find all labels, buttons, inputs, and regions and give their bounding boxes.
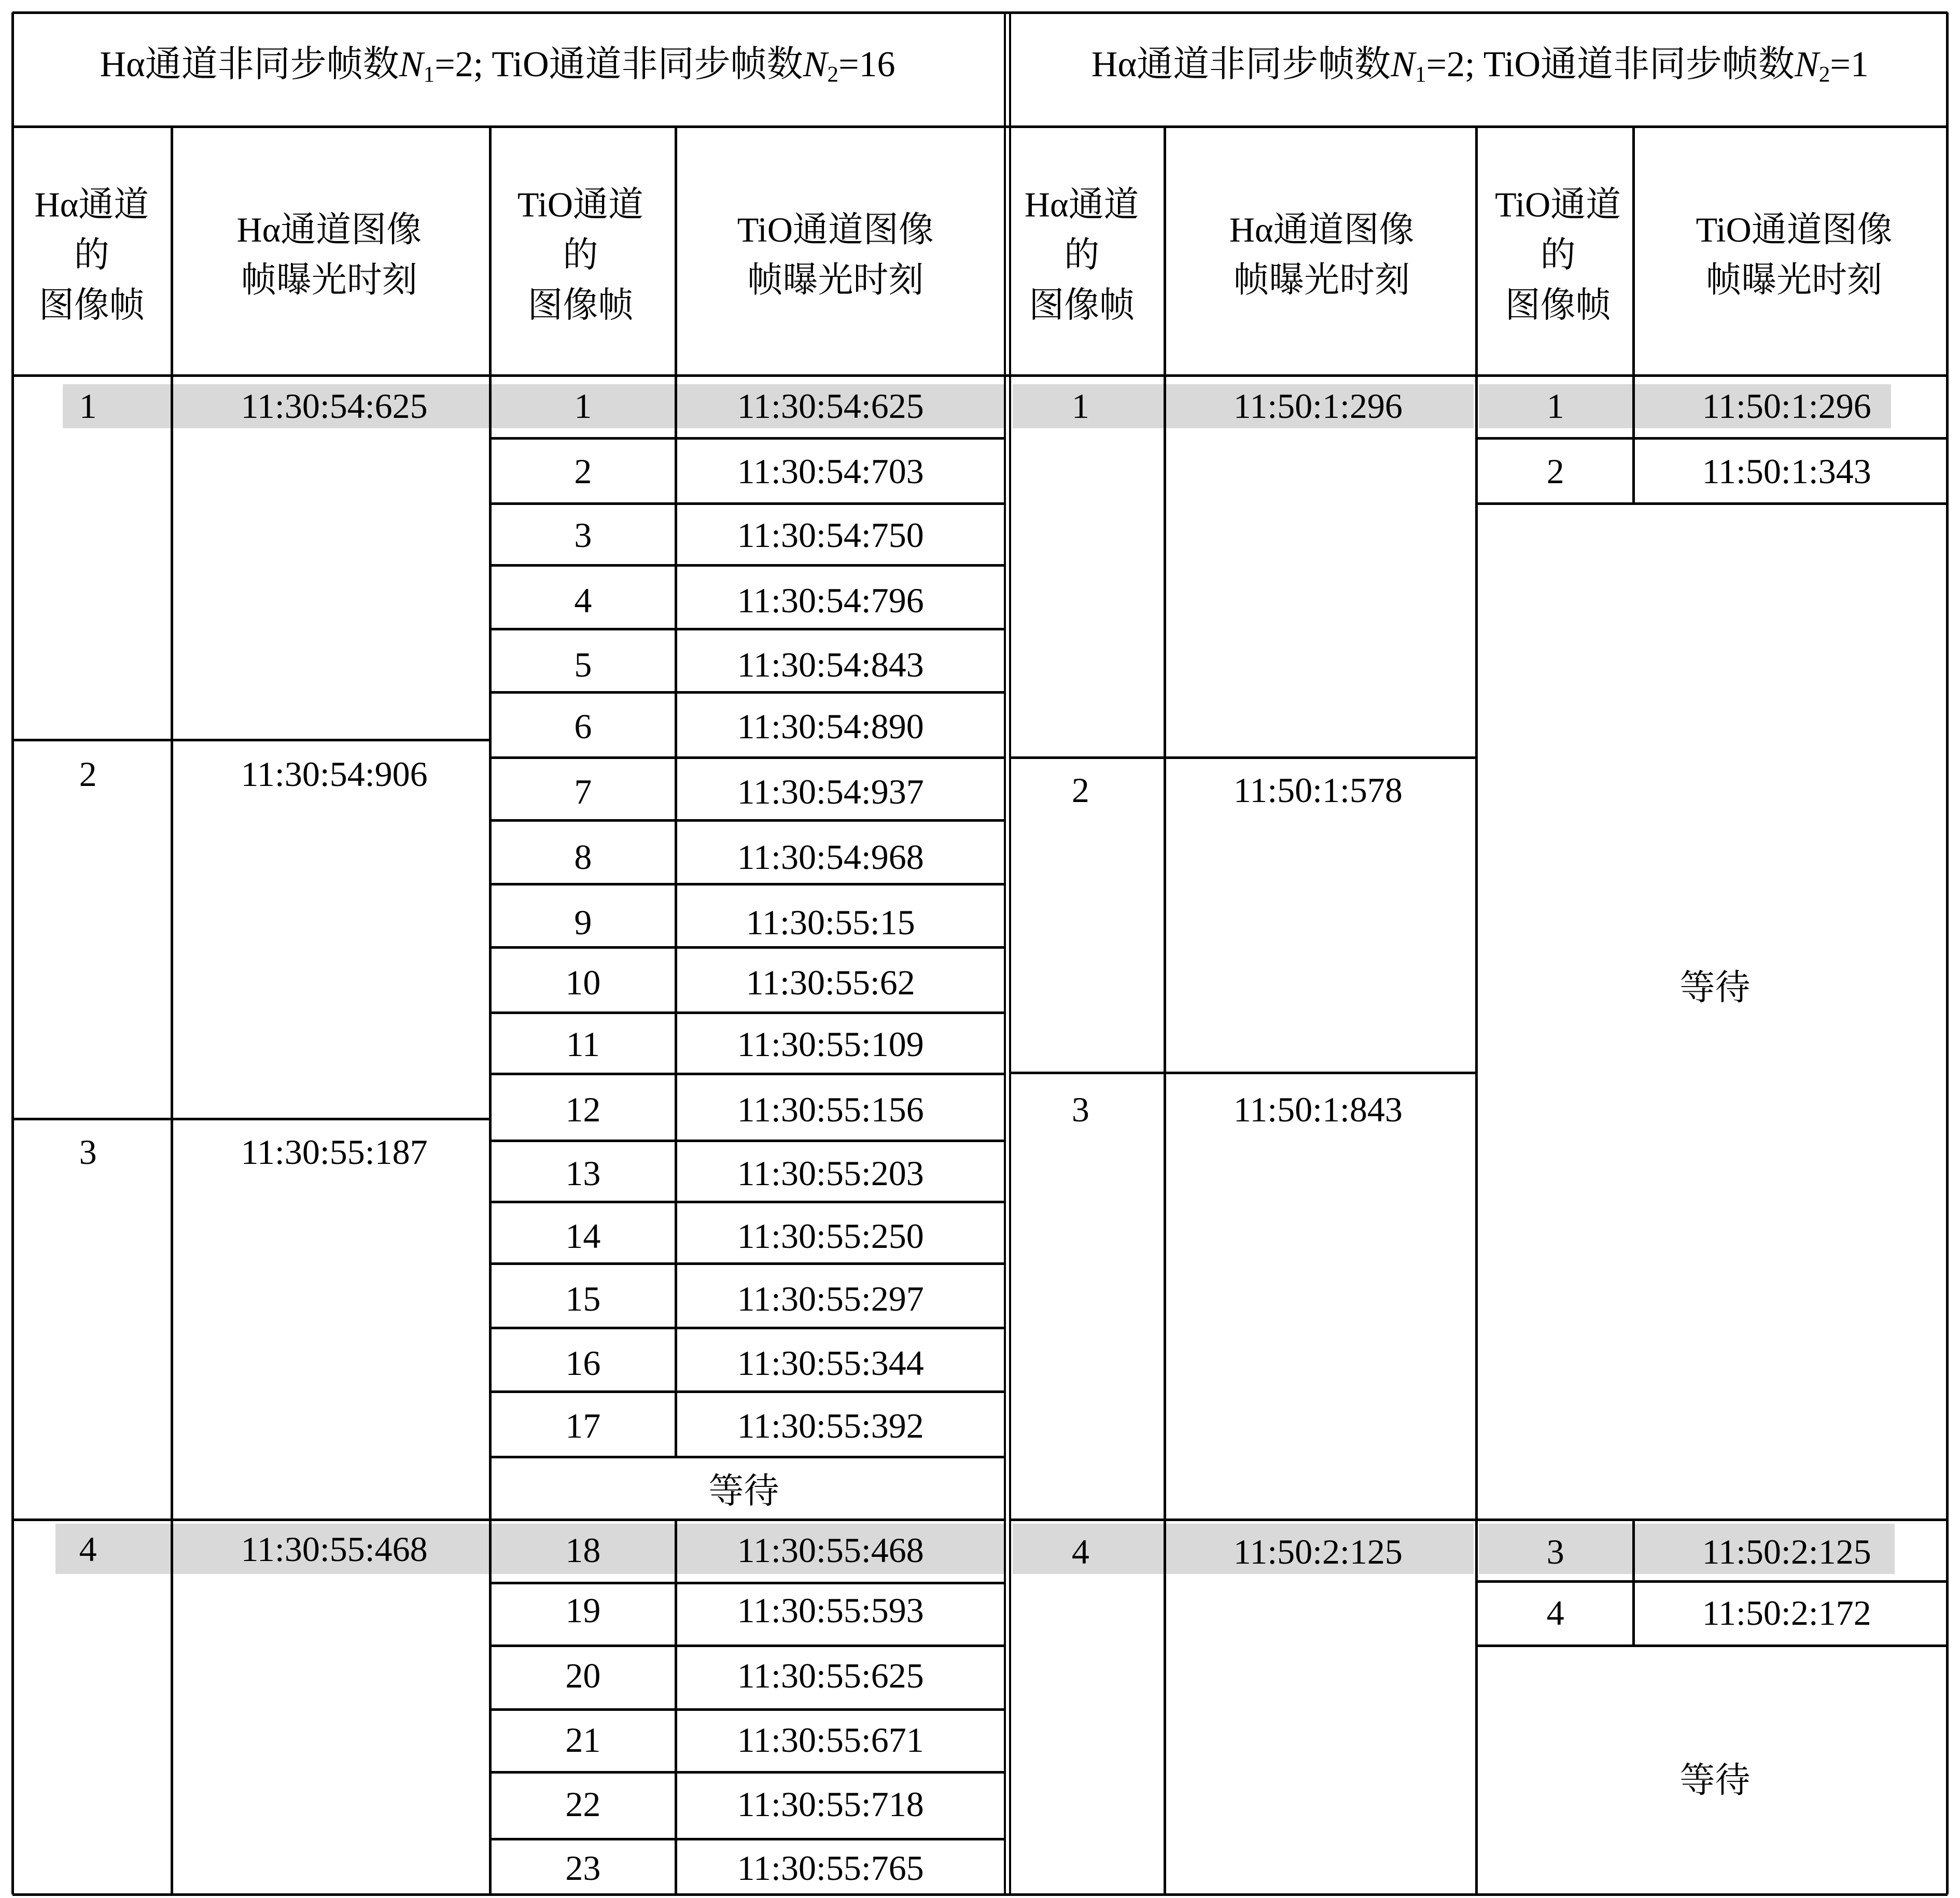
tio-frame-cell: 4: [1546, 1593, 1564, 1633]
ha-time-cell: 11:30:54:906: [241, 754, 428, 794]
wait-label: 等待: [708, 1471, 779, 1511]
grid-line: [490, 1390, 1005, 1393]
tio-time-cell: 11:30:55:15: [746, 902, 915, 942]
grid-line: [1010, 1072, 1476, 1074]
tio-frame-cell: 19: [565, 1591, 601, 1630]
tio-frame-cell: 7: [574, 771, 592, 811]
ha-time-header: [236, 205, 422, 305]
caption-part: 1: [423, 62, 435, 88]
tio-frame-header-line: TiO通道: [517, 185, 644, 224]
caption-part: N: [1795, 45, 1819, 85]
caption-part: =2; TiO通道非同步帧数: [435, 45, 803, 85]
grid-line: [1476, 1519, 1948, 1521]
grid-line: [490, 1201, 1005, 1203]
tio-frame-cell: 15: [565, 1279, 601, 1319]
grid-line: [490, 1262, 1005, 1265]
grid-line: [490, 1456, 1005, 1458]
grid-line: [490, 1838, 1005, 1840]
left-section-caption: [100, 47, 895, 86]
grid-line: [12, 739, 490, 741]
tio-time-cell: 11:30:54:937: [737, 771, 924, 811]
tio-time-cell: 11:30:55:250: [737, 1216, 924, 1256]
tio-frame-header-line: 图像帧: [1505, 285, 1611, 325]
tio-time-cell: 11:30:54:750: [737, 515, 924, 555]
grid-line: [490, 1708, 1005, 1711]
ha-time-cell: 11:30:55:187: [241, 1132, 428, 1172]
tio-frame-cell: 6: [574, 706, 592, 746]
tio-time-header: [737, 205, 934, 305]
tio-time-cell: 11:30:55:392: [737, 1406, 924, 1446]
tio-frame-header-line: 图像帧: [527, 285, 634, 325]
tio-frame-cell: 12: [565, 1089, 601, 1129]
grid-line: [490, 1582, 1005, 1584]
ha-time-cell: 11:30:55:468: [241, 1529, 428, 1569]
grid-line: [1164, 127, 1166, 1894]
grid-line: [12, 1118, 490, 1120]
tio-time-cell: 11:30:55:593: [737, 1591, 924, 1630]
tio-time-cell: 11:30:55:203: [737, 1154, 924, 1193]
tio-time-cell: 11:30:55:718: [737, 1784, 924, 1824]
caption-part: N: [1391, 45, 1415, 85]
tio-time-cell: 11:30:55:625: [737, 1656, 924, 1696]
grid-line: [1004, 12, 1006, 1894]
tio-frame-header-line: 的: [1540, 235, 1576, 275]
grid-line: [171, 127, 173, 1894]
grid-line: [1009, 12, 1011, 1894]
grid-line: [490, 1771, 1005, 1774]
tio-frame-cell: 4: [574, 581, 592, 621]
grid-line: [12, 125, 1948, 128]
grid-line: [490, 883, 1005, 885]
tio-time-cell: 11:30:55:109: [737, 1024, 924, 1064]
grid-line: [490, 946, 1005, 949]
ha-frame-header: [1025, 179, 1139, 330]
grid-line: [489, 127, 492, 1894]
tio-time-cell: 11:30:55:344: [737, 1343, 924, 1383]
tio-time-cell: 11:50:1:296: [1702, 386, 1871, 426]
grid-line: [1476, 1580, 1948, 1583]
tio-frame-header-line: 的: [563, 235, 598, 275]
grid-line: [1475, 127, 1478, 1894]
ha-time-header-line: Hα通道图像: [1229, 209, 1415, 249]
ha-time-header-line: Hα通道图像: [236, 209, 422, 249]
tio-frame-cell: 9: [574, 902, 592, 942]
tio-frame-cell: 5: [574, 644, 592, 684]
tio-frame-cell: 2: [574, 451, 592, 491]
ha-time-header-line: 帧曝光时刻: [241, 260, 417, 300]
wait-label: 等待: [1679, 1760, 1751, 1800]
grid-line: [1010, 756, 1476, 759]
caption-part: =16: [838, 45, 895, 85]
caption-part: Hα通道非同步帧数: [100, 45, 399, 85]
ha-frame-cell: 1: [1071, 386, 1089, 426]
tio-frame-cell: 22: [565, 1784, 601, 1824]
ha-frame-cell: 2: [1071, 770, 1089, 810]
grid-line: [490, 691, 1005, 694]
grid-line: [1632, 127, 1635, 504]
ha-time-cell: 11:50:2:125: [1233, 1531, 1403, 1571]
tio-time-cell: 11:50:2:172: [1702, 1593, 1871, 1633]
grid-line: [490, 502, 1005, 505]
ha-frame-header-line: Hα通道: [34, 185, 149, 224]
grid-line: [1476, 437, 1948, 440]
ha-frame-cell: 1: [79, 386, 97, 426]
tio-time-cell: 11:30:55:765: [737, 1848, 924, 1888]
tio-time-cell: 11:30:54:703: [737, 451, 924, 491]
caption-part: N: [803, 45, 828, 85]
grid-line: [11, 12, 14, 1894]
tio-frame-cell: 21: [565, 1720, 601, 1760]
tio-frame-cell: 2: [1546, 451, 1564, 491]
tio-frame-header: [1495, 179, 1621, 330]
grid-line: [490, 1644, 1005, 1647]
tio-time-header: [1696, 205, 1893, 305]
caption-part: 1: [1415, 62, 1426, 88]
tio-time-cell: 11:50:2:125: [1702, 1531, 1871, 1571]
caption-part: 2: [1818, 62, 1830, 88]
tio-time-cell: 11:30:54:625: [737, 386, 924, 426]
grid-line: [12, 11, 1948, 14]
tio-time-cell: 11:30:54:890: [737, 706, 924, 746]
tio-frame-header: [517, 179, 643, 330]
grid-line: [12, 374, 1948, 377]
ha-time-header-line: 帧曝光时刻: [1234, 260, 1410, 300]
tio-frame-cell: 1: [574, 386, 592, 426]
grid-line: [12, 1519, 490, 1521]
tio-time-header-line: 帧曝光时刻: [1706, 260, 1883, 300]
grid-line: [1010, 1519, 1476, 1521]
caption-part: 2: [827, 62, 839, 88]
ha-frame-header-line: Hα通道: [1024, 185, 1139, 224]
grid-line: [490, 437, 1005, 440]
ha-time-cell: 11:50:1:578: [1233, 770, 1403, 810]
grid-line: [490, 819, 1005, 822]
ha-frame-header-line: 的: [74, 235, 109, 275]
right-section-caption: [1091, 47, 1869, 86]
tio-frame-cell: 16: [565, 1343, 601, 1383]
grid-line: [1476, 502, 1948, 505]
ha-time-header: [1229, 205, 1415, 305]
grid-line: [490, 564, 1005, 567]
grid-line: [490, 1073, 1005, 1075]
caption-part: =1: [1830, 45, 1869, 85]
tio-frame-cell: 3: [574, 515, 592, 555]
tio-frame-header-line: TiO通道: [1495, 185, 1621, 224]
ha-frame-header-line: 的: [1064, 235, 1100, 275]
tio-time-cell: 11:30:55:297: [737, 1279, 924, 1319]
ha-frame-header-line: 图像帧: [38, 285, 145, 325]
grid-line: [490, 1327, 1005, 1329]
tio-time-cell: 11:30:54:968: [737, 837, 924, 877]
tio-frame-cell: 11: [566, 1024, 600, 1064]
tio-frame-cell: 14: [565, 1216, 601, 1256]
tio-time-cell: 11:30:55:468: [737, 1530, 924, 1570]
tio-time-cell: 11:30:55:62: [746, 962, 915, 1002]
grid-line: [490, 1519, 1005, 1521]
tio-time-cell: 11:50:1:343: [1702, 451, 1871, 491]
tio-frame-cell: 1: [1546, 386, 1564, 426]
tio-frame-cell: 3: [1546, 1531, 1564, 1571]
tio-time-header-line: 帧曝光时刻: [747, 260, 924, 300]
tio-frame-cell: 8: [574, 837, 592, 877]
caption-part: Hα通道非同步帧数: [1091, 45, 1391, 85]
tio-frame-cell: 20: [565, 1656, 601, 1696]
tio-time-header-line: TiO通道图像: [737, 209, 934, 249]
caption-part: N: [399, 45, 424, 85]
grid-line: [675, 127, 677, 1457]
tio-time-cell: 11:30:55:156: [737, 1089, 924, 1129]
ha-frame-cell: 3: [1071, 1089, 1089, 1129]
ha-frame-cell: 4: [1071, 1531, 1089, 1571]
grid-line: [490, 1140, 1005, 1142]
tio-time-cell: 11:30:54:843: [737, 644, 924, 684]
tio-time-cell: 11:30:55:671: [737, 1720, 924, 1760]
ha-time-cell: 11:50:1:296: [1233, 386, 1403, 426]
ha-frame-cell: 3: [79, 1132, 97, 1172]
grid-line: [12, 1893, 1948, 1896]
ha-frame-cell: 4: [79, 1529, 97, 1569]
grid-line: [490, 628, 1005, 630]
ha-frame-header-line: 图像帧: [1029, 285, 1135, 325]
tio-frame-cell: 17: [565, 1406, 601, 1446]
ha-time-cell: 11:50:1:843: [1233, 1089, 1403, 1129]
tio-frame-cell: 23: [565, 1848, 601, 1888]
tio-time-cell: 11:30:54:796: [737, 581, 924, 621]
caption-part: =2; TiO通道非同步帧数: [1426, 45, 1795, 85]
grid-line: [1946, 12, 1949, 1894]
grid-line: [490, 1011, 1005, 1014]
ha-time-cell: 11:30:54:625: [241, 386, 428, 426]
tio-frame-cell: 18: [565, 1530, 601, 1570]
wait-label: 等待: [1679, 967, 1751, 1007]
tio-frame-cell: 10: [565, 962, 601, 1002]
ha-frame-header: [35, 179, 149, 330]
grid-line: [1476, 1644, 1948, 1647]
grid-line: [490, 756, 1005, 759]
tio-frame-cell: 13: [565, 1154, 601, 1193]
tio-time-header-line: TiO通道图像: [1696, 209, 1893, 249]
ha-frame-cell: 2: [79, 754, 97, 794]
